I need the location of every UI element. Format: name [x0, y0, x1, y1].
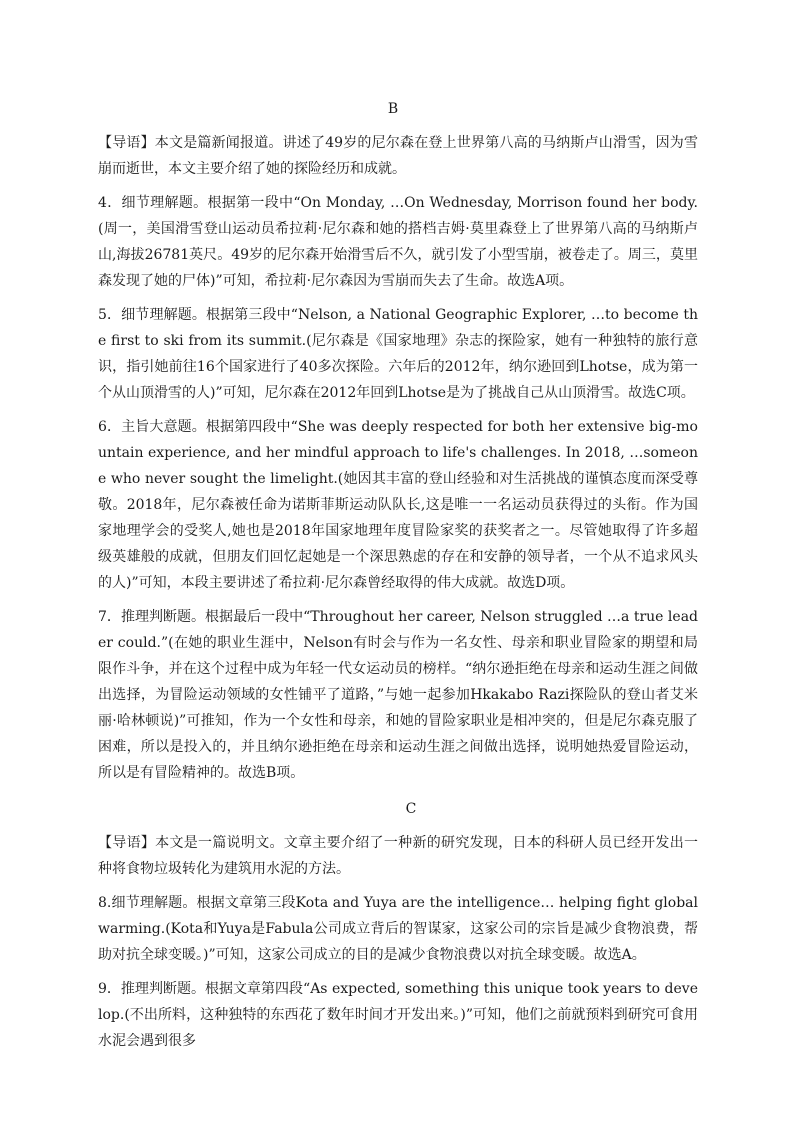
guide-paragraph-c: 【导语】本文是一篇说明文。文章主要介绍了一种新的研究发现，日本的科研人员已经开发出一种将食物垃圾转化为建筑用水泥的方法。	[98, 835, 698, 877]
section-letter-c: C	[405, 801, 417, 817]
document-page	[98, 96, 698, 1062]
guide-paragraph-b: 【导语】本文是篇新闻报道。讲述了49岁的尼尔森在登上世界第八高的马纳斯卢山滑雪，因为雪崩而逝世，本文主要介绍了她的探险经历和成就。	[98, 135, 698, 177]
answer-paragraph-q5: 5．细节理解题。根据第三段中“Nelson, a National Geographic Explorer, …to become the first to ski from its summit.(尼尔森是《国家地理》杂志的探险家，她有一种独特的旅行意识，指引她前往16个国家进行了40多次探险。六年后的2012年，纳尔逊回到Lhotse，成为第一个从山顶滑雪的人)”可知，尼尔森在2012年回到Lhotse是为了挑战自己从山顶滑雪。故选C项。	[98, 307, 698, 401]
answer-paragraph-q8: 8.细节理解题。根据文章第三段Kota and Yuya are the intelligence… helping fight global warming.(Kota和Yuya是Fabula公司成立背后的智谋家，这家公司的宗旨是减少食物浪费，帮助对抗全球变暖。)”可知，这家公司成立的目的是减少食物浪费以对抗全球变暖。故选A。	[98, 895, 698, 963]
answer-paragraph-q6: 6．主旨大意题。根据第四段中“She was deeply respected for both her extensive big-mountain experience, and her mindful approach to life's challenges. In 2018, …someone who never sought the limelight.(她因其丰富的登山经验和对生活挑战的谨慎态度而深受尊敬。2018年，尼尔森被任命为诺斯菲斯运动队队长,这是唯一一名运动员获得过的头衔。作为国家地理学会的受奖人,她也是2018年国家地理年度冒险家奖的获奖者之一。尽管她取得了许多超级英雄般的成就，但朋友们回忆起她是一个深思熟虑的存在和安静的领导者，一个从不追求风头的人)”可知，本段主要讲述了希拉莉·尼尔森曾经取得的伟大成就。故选D项。	[98, 419, 698, 591]
answer-paragraph-q7: 7．推理判断题。根据最后一段中“Throughout her career, Nelson struggled …a true leader could.”(在她的职业生涯中，Nelson有时会与作为一名女性、母亲和职业冒险家的期望和局限作斗争，并在这个过程中成为年轻一代女运动员的榜样。“纳尔逊拒绝在母亲和运动生涯之间做出选择，为冒险运动领域的女性铺平了道路，”与她一起参加Hkakabo Razi探险队的登山者艾米丽·哈林顿说)”可推知，作为一个女性和母亲，和她的冒险家职业是相冲突的，但是尼尔森克服了困难，所以是投入的，并且纳尔逊拒绝在母亲和运动生涯之间做出选择，说明她热爱冒险运动，所以是有冒险精神的。故选B项。	[98, 609, 698, 781]
answer-paragraph-q4: 4．细节理解题。根据第一段中“On Monday, …On Wednesday, Morrison found her body.(周一，美国滑雪登山运动员希拉莉·尼尔森和她的搭档吉姆·莫里森登上了世界第八高的马纳斯卢山,海拔26781英尺。49岁的尼尔森开始滑雪后不久，就引发了小型雪崩，被卷走了。周三，莫里森发现了她的尸体)”可知，希拉莉·尼尔森因为雪崩而失去了生命。故选A项。	[98, 195, 698, 289]
section-letter-b: B	[387, 101, 399, 117]
answer-paragraph-q9: 9．推理判断题。根据文章第四段“As expected, something this unique took years to develop.(不出所料，这种独特的东西花了数年时间才开发出来。)”可知，他们之前就预料到研究可食用水泥会遇到很多	[98, 981, 698, 1049]
